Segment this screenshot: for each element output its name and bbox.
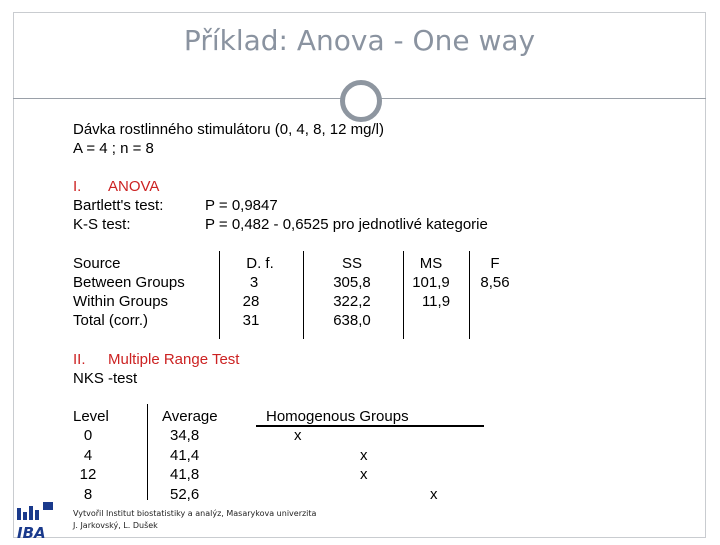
range-row-level: 8	[83, 486, 93, 503]
anova-row-source: Within Groups	[73, 293, 169, 310]
anova-table-separator	[403, 251, 404, 339]
anova-row-f: 8,56	[480, 274, 510, 291]
group-mark: x	[360, 447, 368, 464]
anova-header-ss: SS	[341, 255, 362, 272]
ks-value: P = 0,482 - 0,6525 pro jednotlivé kategorie	[205, 216, 488, 233]
section-1-number: I.	[73, 178, 82, 195]
anova-row-ss: 322,2	[333, 293, 371, 310]
anova-row-ms: 11,9	[421, 293, 451, 310]
group-mark: x	[360, 466, 368, 483]
anova-header-source: Source	[73, 255, 121, 272]
slide-title: Příklad: Anova - One way	[183, 24, 536, 57]
footer-institute: Vytvořil Institut biostatistiky a analýz, Masarykova univerzita	[73, 509, 317, 518]
divider-circle-ornament	[340, 80, 382, 122]
range-row-average: 41,8	[170, 466, 200, 483]
anova-row-ss: 638,0	[333, 312, 371, 329]
ks-label: K-S test:	[73, 216, 131, 233]
range-header-groups: Homogenous Groups	[266, 408, 409, 425]
range-row-average: 34,8	[170, 427, 200, 444]
title-divider-left	[13, 98, 343, 99]
range-row-level: 0	[83, 427, 93, 444]
bartlett-value: P = 0,9847	[205, 197, 278, 214]
intro-dose-line: Dávka rostlinného stimulátoru (0, 4, 8, 12 mg/l)	[73, 121, 384, 138]
section-1-heading: ANOVA	[108, 178, 160, 195]
anova-row-df: 31	[242, 312, 260, 329]
bartlett-label: Bartlett's test:	[73, 197, 164, 214]
anova-table-separator	[219, 251, 220, 339]
anova-header-df: D. f.	[246, 255, 274, 272]
intro-params-line: A = 4 ; n = 8	[73, 140, 154, 157]
range-table-separator	[147, 404, 148, 500]
group-mark: x	[294, 427, 302, 444]
range-test-method: NKS -test	[73, 370, 138, 387]
anova-table-separator	[303, 251, 304, 339]
anova-header-ms: MS	[419, 255, 443, 272]
title-divider-right	[377, 98, 706, 99]
logo-text: IBA	[17, 524, 46, 540]
footer-credits	[73, 508, 316, 532]
range-header-average: Average	[162, 408, 218, 425]
range-row-average: 52,6	[170, 486, 200, 503]
anova-header-f: F	[490, 255, 500, 272]
section-2-heading: Multiple Range Test	[108, 351, 240, 368]
section-2-number: II.	[73, 351, 86, 368]
range-header-level: Level	[73, 408, 109, 425]
anova-row-df: 28	[242, 293, 260, 310]
anova-row-source: Between Groups	[73, 274, 185, 291]
anova-row-df: 3	[249, 274, 259, 291]
range-row-level: 4	[83, 447, 93, 464]
anova-row-ms: 101,9	[412, 274, 450, 291]
anova-row-ss: 305,8	[333, 274, 371, 291]
range-row-level: 12	[79, 466, 97, 483]
iba-logo	[13, 500, 55, 540]
group-mark: x	[430, 486, 438, 503]
footer-authors: J. Jarkovský, L. Dušek	[73, 521, 158, 530]
range-row-average: 41,4	[170, 447, 200, 464]
anova-table-separator	[469, 251, 470, 339]
anova-row-source: Total (corr.)	[73, 312, 149, 329]
